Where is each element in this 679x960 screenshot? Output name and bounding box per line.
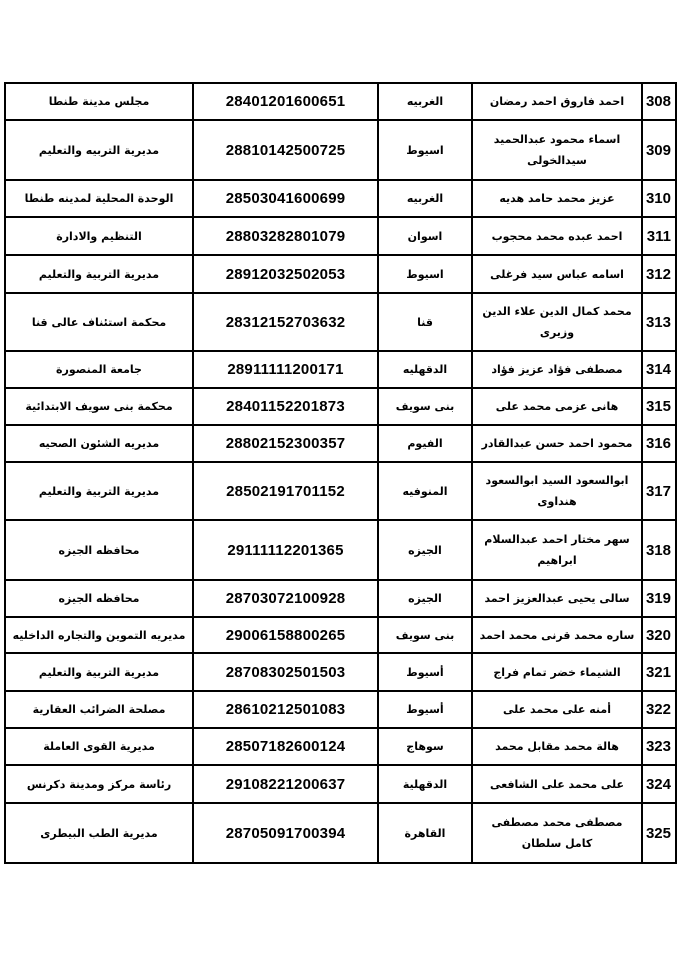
governorate: أسيوط <box>378 653 472 691</box>
national-id: 28401201600651 <box>193 83 378 120</box>
table-row <box>5 425 676 462</box>
national-id: 29006158800265 <box>193 617 378 653</box>
governorate: الغربيه <box>378 83 472 120</box>
row-number: 318 <box>642 520 676 580</box>
governorate: بنى سويف <box>378 388 472 425</box>
table-row <box>5 388 676 425</box>
governorate: الجيزه <box>378 520 472 580</box>
table-row <box>5 120 676 180</box>
employee-name: عزيز محمد حامد هديه <box>472 180 642 217</box>
employer: رئاسة مركز ومدينة دكرنس <box>5 765 193 803</box>
table-row <box>5 255 676 293</box>
row-number: 313 <box>642 293 676 351</box>
governorate: الدقهلية <box>378 765 472 803</box>
employee-name: محمود احمد حسن عبدالقادر <box>472 425 642 462</box>
employee-name: هالة محمد مقابل محمد <box>472 728 642 765</box>
governorate: الجيزه <box>378 580 472 617</box>
employee-name: على محمد على الشافعى <box>472 765 642 803</box>
employer: مجلس مدينة طنطا <box>5 83 193 120</box>
governorate: اسوان <box>378 217 472 255</box>
table-row <box>5 462 676 520</box>
roster-table <box>4 82 677 864</box>
row-number: 312 <box>642 255 676 293</box>
governorate: الفيوم <box>378 425 472 462</box>
national-id: 28503041600699 <box>193 180 378 217</box>
national-id: 28401152201873 <box>193 388 378 425</box>
governorate: سوهاج <box>378 728 472 765</box>
employer: مديرية القوى العاملة <box>5 728 193 765</box>
governorate: أسيوط <box>378 691 472 728</box>
row-number: 311 <box>642 217 676 255</box>
governorate: الغربيه <box>378 180 472 217</box>
governorate: اسيوط <box>378 120 472 180</box>
employer: محكمة بنى سويف الابتدائية <box>5 388 193 425</box>
employer: مديرية التربية والتعليم <box>5 255 193 293</box>
governorate: الدقهليه <box>378 351 472 388</box>
national-id: 28507182600124 <box>193 728 378 765</box>
employer: محافظه الجيزه <box>5 520 193 580</box>
national-id: 28803282801079 <box>193 217 378 255</box>
employer: مصلحة الضرائب العقارية <box>5 691 193 728</box>
employer: التنظيم والادارة <box>5 217 193 255</box>
employee-name: سالى يحيى عبدالعزيز احمد <box>472 580 642 617</box>
row-number: 323 <box>642 728 676 765</box>
row-number: 308 <box>642 83 676 120</box>
employer: محكمة استئناف عالى قنا <box>5 293 193 351</box>
national-id: 29108221200637 <box>193 765 378 803</box>
table-row <box>5 653 676 691</box>
employee-name: أمنه على محمد على <box>472 691 642 728</box>
row-number: 310 <box>642 180 676 217</box>
national-id: 28610212501083 <box>193 691 378 728</box>
table-row <box>5 765 676 803</box>
row-number: 321 <box>642 653 676 691</box>
employee-name: احمد عبده محمد محجوب <box>472 217 642 255</box>
employer: مديريه الشئون الصحيه <box>5 425 193 462</box>
governorate: المنوفيه <box>378 462 472 520</box>
national-id: 29111112201365 <box>193 520 378 580</box>
row-number: 317 <box>642 462 676 520</box>
table-row <box>5 180 676 217</box>
employee-name: محمد كمال الدين علاء الدين وزيرى <box>472 293 642 351</box>
employer: محافظه الجيزه <box>5 580 193 617</box>
national-id: 28911111200171 <box>193 351 378 388</box>
row-number: 322 <box>642 691 676 728</box>
governorate: بنى سويف <box>378 617 472 653</box>
governorate: القاهرة <box>378 803 472 863</box>
table-row <box>5 520 676 580</box>
employee-name: سهر مختار احمد عبدالسلام ابراهيم <box>472 520 642 580</box>
employee-name: ابوالسعود السيد ابوالسعود هنداوى <box>472 462 642 520</box>
employer: الوحدة المحلية لمدينه طنطا <box>5 180 193 217</box>
row-number: 324 <box>642 765 676 803</box>
employee-name: اسامه عباس سيد فرغلى <box>472 255 642 293</box>
row-number: 316 <box>642 425 676 462</box>
table-row <box>5 617 676 653</box>
employee-name: مصطفى فؤاد عزيز فؤاد <box>472 351 642 388</box>
governorate: قنا <box>378 293 472 351</box>
employee-name: احمد فاروق احمد رمضان <box>472 83 642 120</box>
governorate: اسيوط <box>378 255 472 293</box>
national-id: 28703072100928 <box>193 580 378 617</box>
national-id: 28708302501503 <box>193 653 378 691</box>
table-row <box>5 728 676 765</box>
employee-name: الشيماء خضر تمام فراج <box>472 653 642 691</box>
table-row <box>5 691 676 728</box>
table-row <box>5 803 676 863</box>
employer: مديرية التربية والتعليم <box>5 462 193 520</box>
national-id: 28312152703632 <box>193 293 378 351</box>
table-row <box>5 217 676 255</box>
employer: جامعة المنصورة <box>5 351 193 388</box>
employer: مديرية التربيه والتعليم <box>5 120 193 180</box>
row-number: 314 <box>642 351 676 388</box>
table-row <box>5 83 676 120</box>
employee-name: اسماء محمود عبدالحميد سيدالخولى <box>472 120 642 180</box>
national-id: 28912032502053 <box>193 255 378 293</box>
row-number: 309 <box>642 120 676 180</box>
row-number: 319 <box>642 580 676 617</box>
national-id: 28705091700394 <box>193 803 378 863</box>
row-number: 320 <box>642 617 676 653</box>
employee-name: هانى عزمى محمد على <box>472 388 642 425</box>
employer: مديرية الطب البيطرى <box>5 803 193 863</box>
employee-name: ساره محمد قرنى محمد احمد <box>472 617 642 653</box>
national-id: 28502191701152 <box>193 462 378 520</box>
table-row <box>5 351 676 388</box>
national-id: 28810142500725 <box>193 120 378 180</box>
employer: مديرية التربية والتعليم <box>5 653 193 691</box>
roster-body <box>5 83 676 863</box>
table-row <box>5 293 676 351</box>
row-number: 315 <box>642 388 676 425</box>
employee-name: مصطفى محمد مصطفى كامل سلطان <box>472 803 642 863</box>
table-row <box>5 580 676 617</box>
row-number: 325 <box>642 803 676 863</box>
employer: مديريه التموين والتجاره الداخليه <box>5 617 193 653</box>
national-id: 28802152300357 <box>193 425 378 462</box>
